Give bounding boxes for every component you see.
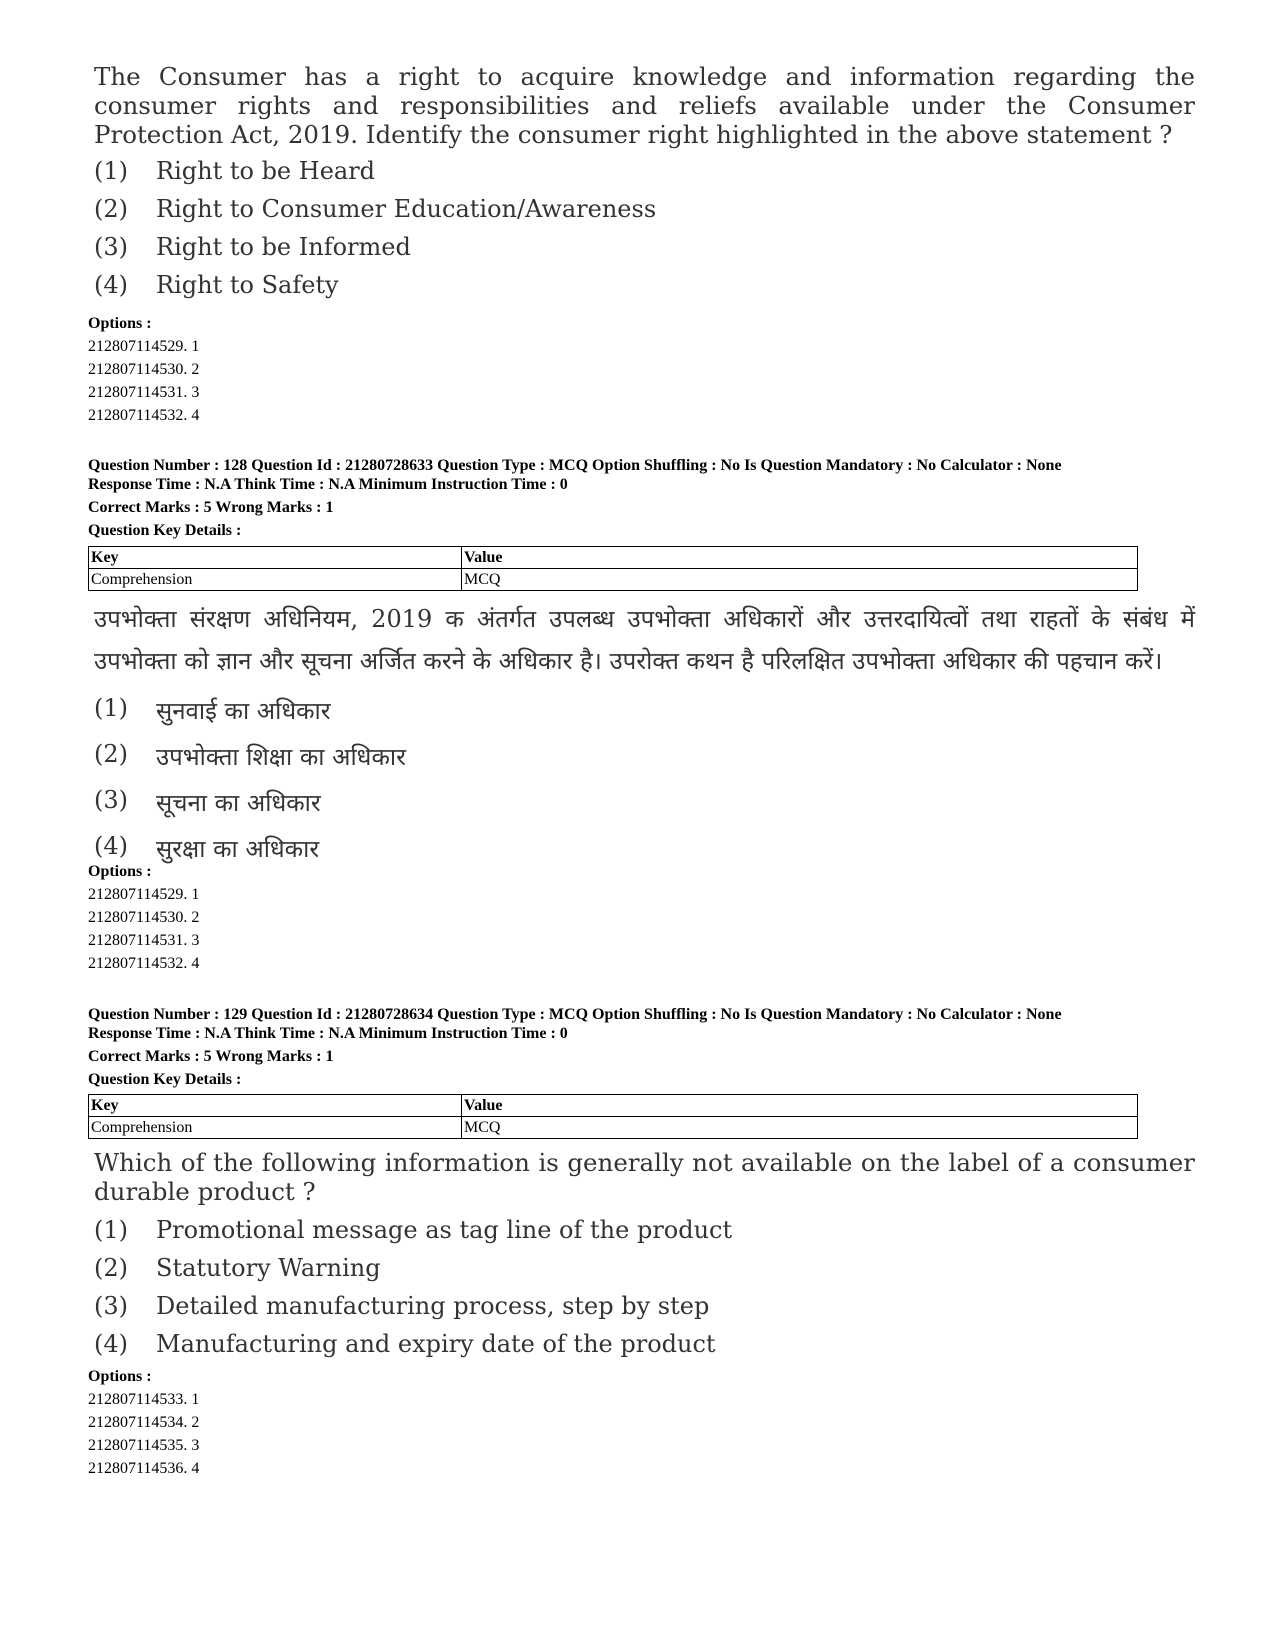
q128-header-line2: Response Time : N.A Think Time : N.A Minimum Instruction Time : 0: [88, 476, 568, 493]
option-id: 212807114531. 3: [88, 932, 200, 949]
q128-choice-4: (4) सुरक्षा का अधिकार: [94, 832, 320, 863]
q127-options-label: Options :: [88, 315, 152, 332]
q128-question-image: [94, 598, 1195, 872]
q129-key-details-label: Question Key Details :: [88, 1071, 242, 1088]
q127-options-block: [88, 312, 199, 427]
option-id: 212807114533. 1: [88, 1391, 200, 1408]
key-header: Key: [89, 1095, 462, 1117]
option-id: 212807114534. 2: [88, 1414, 200, 1431]
value-cell: MCQ: [462, 1117, 1138, 1139]
q128-statement: उपभोक्ता संरक्षण अधिनियम, 2019 क अंतर्गत उपलब्ध उपभोक्ता अधिकारों और उत्तरदायित्वों तथा राहतों के संबंध में उपभोक्ता को ज्ञान और सूचना अर्जित करने के अधिकार है। उपरोक्त कथन है परिलक्षित उपभोक्ता अधिकार की पहचान करें।: [94, 605, 1195, 675]
q127-choice-2: (2) Right to Consumer Education/Awareness: [94, 195, 657, 223]
table-row: [89, 569, 1138, 591]
key-header: Key: [89, 547, 462, 569]
q127-options-list: [88, 335, 199, 427]
q129-options-label: Options :: [88, 1368, 152, 1385]
q127-choice-3: (3) Right to be Informed: [94, 233, 411, 261]
q129-choice-3: (3) Detailed manufacturing process, step by step: [94, 1292, 710, 1320]
q129-options-block: [88, 1365, 199, 1480]
q129-options-list: [88, 1388, 199, 1480]
q129-choice-2: (2) Statutory Warning: [94, 1254, 381, 1282]
q128-key-details-label: Question Key Details :: [88, 522, 242, 539]
q129-choice-4: (4) Manufacturing and expiry date of the product: [94, 1330, 716, 1358]
option-id: 212807114532. 4: [88, 407, 200, 424]
q128-key-table: [88, 546, 1138, 591]
option-id: 212807114530. 2: [88, 361, 200, 378]
q127-choices: [94, 157, 1195, 309]
q127-question-image: [94, 62, 1195, 309]
value-header: Value: [462, 547, 1138, 569]
q127-statement: The Consumer has a right to acquire knowledge and information regarding the consumer rights and responsibilities and reliefs available under the Consumer Protection Act, 2019. Identify the consumer right highlighted in the above statement ?: [94, 62, 1195, 149]
q128-header-line1: Question Number : 128 Question Id : 21280728633 Question Type : MCQ Option Shuffling : No Is Question Mandatory : No Calculator : None: [88, 457, 1062, 474]
q129-question-image: [94, 1148, 1195, 1368]
q128-marks: Correct Marks : 5 Wrong Marks : 1: [88, 499, 334, 516]
q129-choice-1: (1) Promotional message as tag line of the product: [94, 1216, 733, 1244]
table-row: [89, 1117, 1138, 1139]
q128-choice-2: (2) उपभोक्ता शिक्षा का अधिकार: [94, 740, 406, 771]
q129-key-table: [88, 1094, 1138, 1139]
option-id: 212807114529. 1: [88, 338, 200, 355]
option-id: 212807114536. 4: [88, 1460, 200, 1477]
q129-statement: Which of the following information is generally not available on the label of a consumer durable product ?: [94, 1148, 1195, 1206]
option-id: 212807114532. 4: [88, 955, 200, 972]
value-header: Value: [462, 1095, 1138, 1117]
q128-choice-1: (1) सुनवाई का अधिकार: [94, 694, 331, 725]
option-id: 212807114529. 1: [88, 886, 200, 903]
value-cell: MCQ: [462, 569, 1138, 591]
q129-header: [88, 1005, 1062, 1089]
q128-options-list: [88, 883, 199, 975]
q129-choices: [94, 1216, 1195, 1368]
q129-header-line2: Response Time : N.A Think Time : N.A Minimum Instruction Time : 0: [88, 1025, 568, 1042]
q128-options-label: Options :: [88, 863, 152, 880]
q128-options-block: [88, 860, 199, 975]
q127-choice-4: (4) Right to Safety: [94, 271, 339, 299]
q129-marks: Correct Marks : 5 Wrong Marks : 1: [88, 1048, 334, 1065]
option-id: 212807114535. 3: [88, 1437, 200, 1454]
table-header-row: [89, 1095, 1138, 1117]
q128-header: [88, 456, 1062, 540]
table-header-row: [89, 547, 1138, 569]
option-id: 212807114530. 2: [88, 909, 200, 926]
option-id: 212807114531. 3: [88, 384, 200, 401]
q129-header-line1: Question Number : 129 Question Id : 21280728634 Question Type : MCQ Option Shuffling : No Is Question Mandatory : No Calculator : None: [88, 1006, 1062, 1023]
q127-choice-1: (1) Right to be Heard: [94, 157, 376, 185]
key-cell: Comprehension: [89, 1117, 462, 1139]
q128-choices: [94, 694, 1195, 872]
q128-choice-3: (3) सूचना का अधिकार: [94, 786, 321, 817]
key-cell: Comprehension: [89, 569, 462, 591]
